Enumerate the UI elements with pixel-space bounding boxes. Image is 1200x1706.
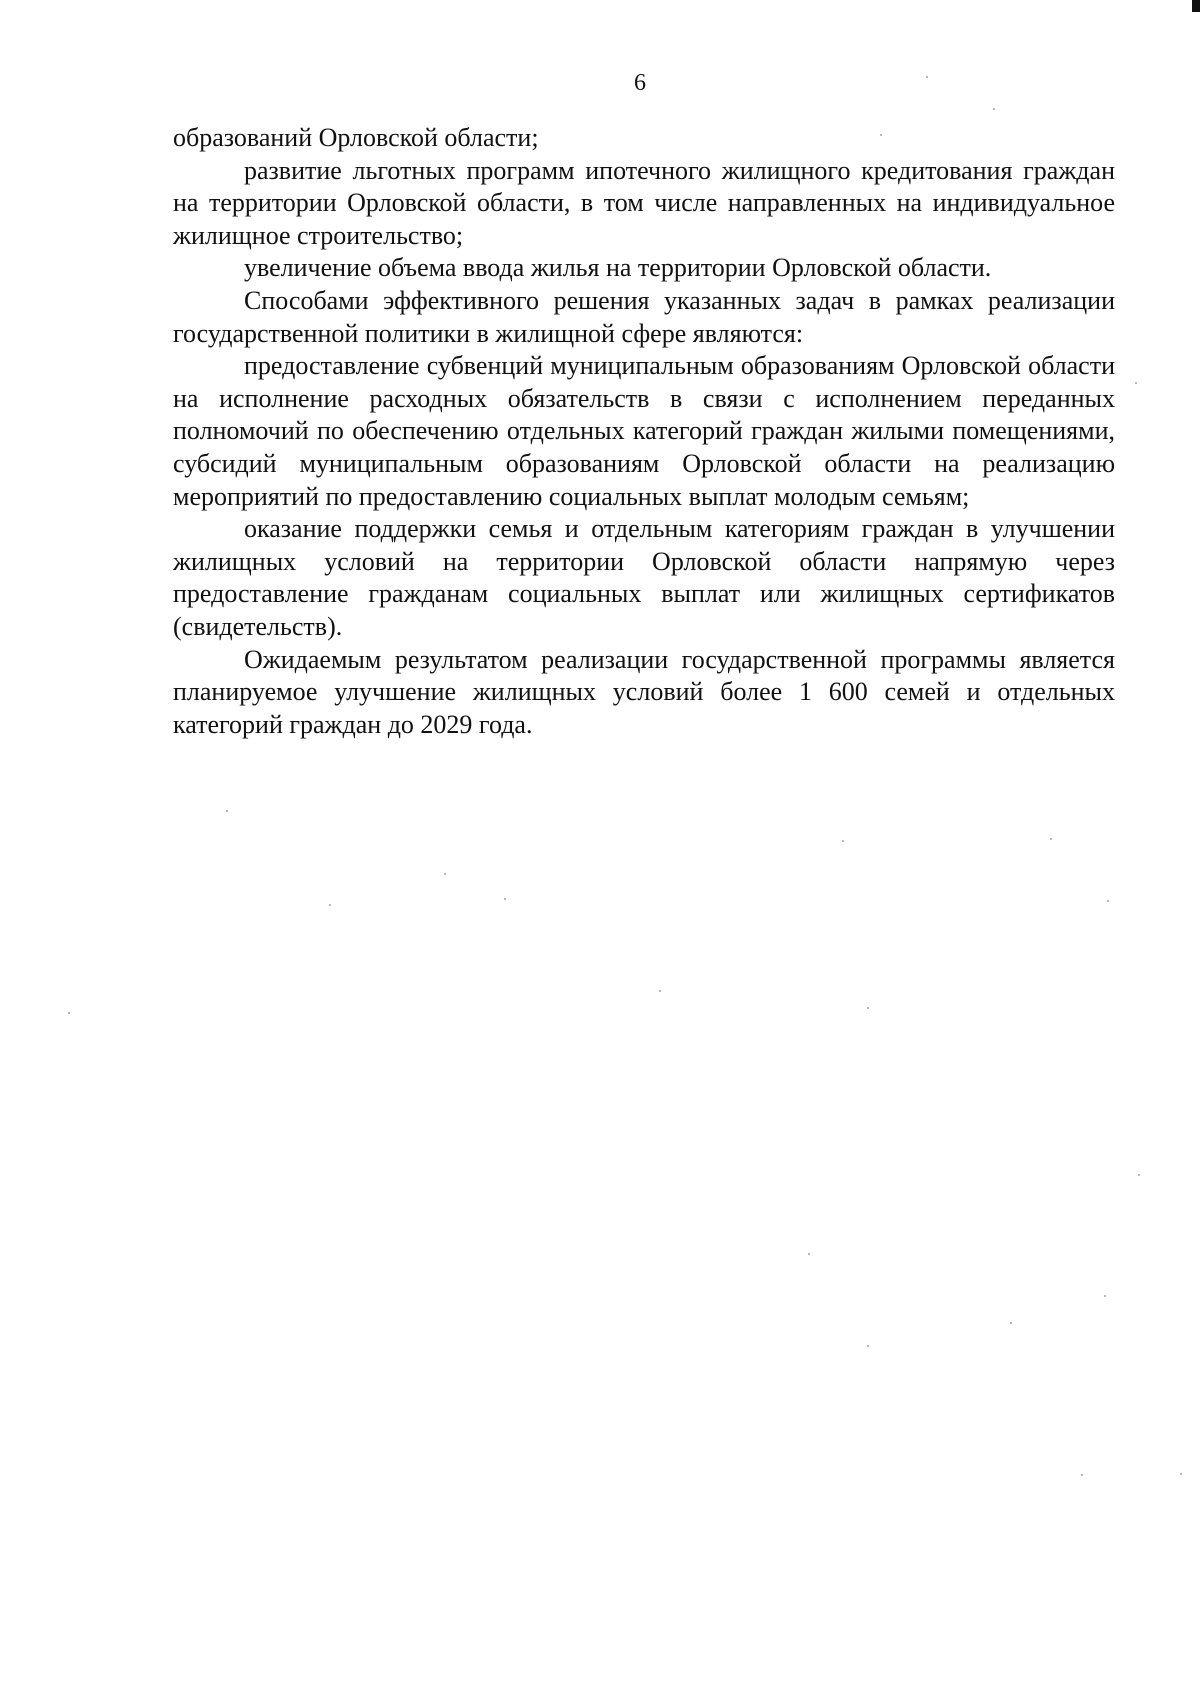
scan-speck [1050,838,1052,840]
scan-speck [329,904,331,906]
scan-speck [444,873,446,875]
scan-speck [842,840,844,842]
paragraph-subventions: предоставление субвенций муниципальным образованиям Орловской области на исполнение расходных обязательств в связи с исполнением переданных полномочий по обеспечению отдельных категорий граждан жилыми помещениями, субсидий муниципальным образованиям Орловской области на реализацию мероприятий по предоставлению социальных выплат молодым семьям; [173,351,1115,511]
scan-speck [880,134,882,136]
scan-speck [226,810,228,812]
scan-speck [1180,1473,1182,1475]
scan-speck [1107,900,1109,902]
page-number: 6 [634,70,646,96]
scan-speck [993,108,995,110]
scan-corner-mark [1192,0,1200,12]
document-body [173,122,1115,741]
scan-speck [1135,382,1137,384]
scan-speck [1010,1322,1012,1324]
paragraph-housing-volume: увеличение объема ввода жилья на территории Орловской области. [244,253,992,283]
paragraph-methods-intro: Способами эффективного решения указанных задач в рамках реализации государственной политики в жилищной сфере являются: [173,285,1115,348]
scan-speck [68,1012,70,1014]
paragraph-mortgage-programs: развитие льготных программ ипотечного жилищного кредитования граждан на территории Орловской области, в том числе направленных на индивидуальное жилищное строительство; [173,155,1115,250]
scan-speck [1138,1174,1140,1176]
scan-speck [926,76,928,78]
paragraph-family-support: оказание поддержки семья и отдельным категориям граждан в улучшении жилищных условий на территории Орловской области напрямую через предоставление гражданам социальных выплат или жилищных сертификатов (свидетельств). [173,514,1115,641]
scan-speck [867,1345,869,1347]
paragraph-continuation: образований Орловской области; [173,123,539,152]
scan-speck [808,1253,810,1255]
scan-speck [659,990,661,992]
scan-speck [504,898,506,900]
scan-speck [867,1007,869,1009]
paragraph-expected-result: Ожидаемым результатом реализации государственной программы является планируемое улучшение жилищных условий более 1 600 семей и отдельных категорий граждан до 2029 года. [173,644,1115,739]
scan-speck [1081,1474,1083,1476]
scan-speck [1104,1295,1106,1297]
